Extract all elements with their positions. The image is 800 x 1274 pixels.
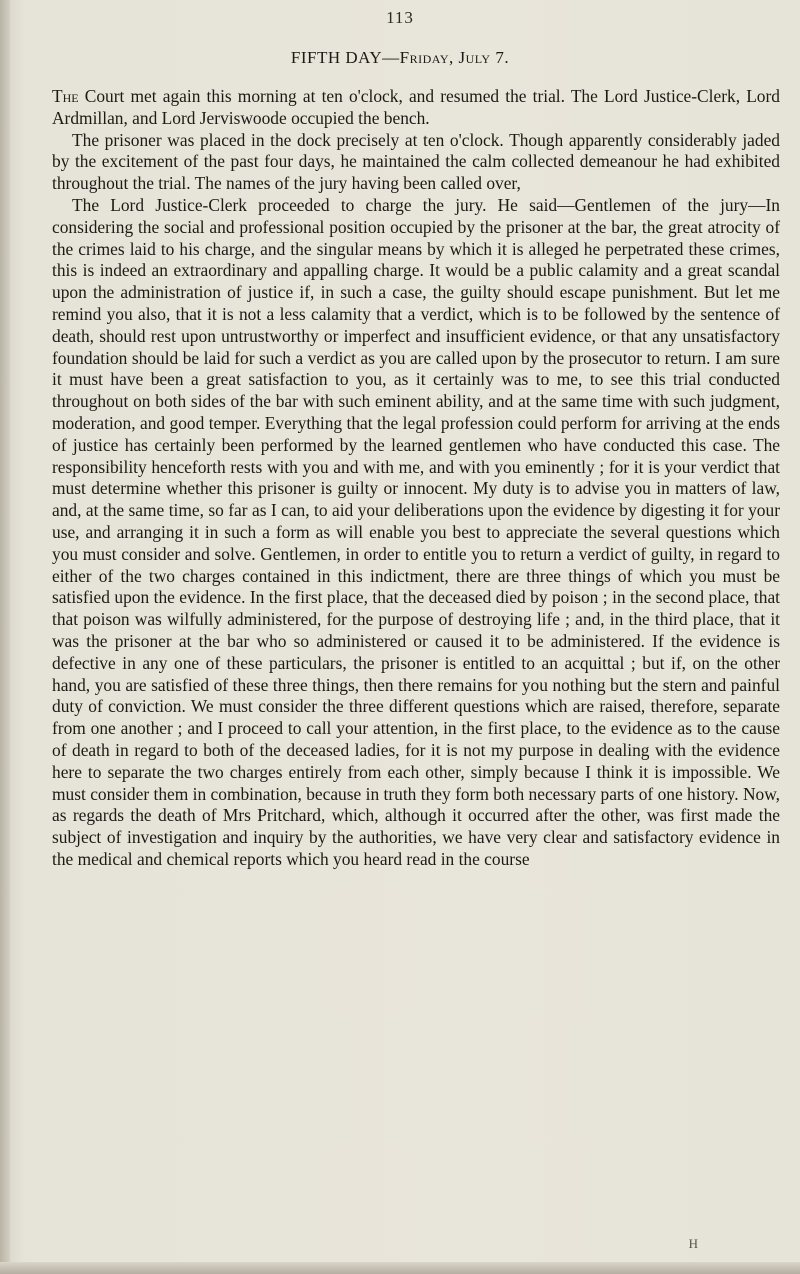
paragraph-text: Court met again this morning at ten o'clock, and resumed the trial. The Lord Justice-Clerk, Lord Ardmillan, and Lord Jerviswoode occupied the bench. bbox=[52, 86, 780, 128]
paragraph-charge bbox=[52, 195, 780, 871]
book-binding-shadow bbox=[0, 0, 10, 1274]
chapter-heading bbox=[0, 48, 800, 68]
page-bottom-edge bbox=[0, 1262, 800, 1274]
page-number: 113 bbox=[386, 8, 414, 27]
body-text bbox=[52, 86, 780, 871]
paragraph-text: The Lord Justice-Clerk proceeded to charge the jury. He said—Gentlemen of the jury—In considering the social and professional position occupied by the prisoner at the bar, the great atrocity of the crimes laid to his charge, and the singular means by which it is alleged he perpetrated these crimes, this is indeed an extraordinary and appalling charge. It would be a public calamity and a great scandal upon the administration of justice if, in such a case, the guilty should escape punishment. But let me remind you also, that it is not a less calamity that a verdict, which is to be followed by the sentence of death, should rest upon untrustworthy or imperfect and insufficient evidence, or that any unsatisfactory foundation should be laid for such a verdict as you are called upon by the prosecutor to return. I am sure it must have been a great satisfaction to you, as it certainly was to me, to see this trial conducted throughout on both sides of the bar with such eminent ability, and at the same time with such judgment, moderation, and good temper. Everything that the legal profession could perform for arriving at the ends of justice has certainly been performed by the learned gentlemen who have conducted this case. The responsibility henceforth rests with you and with me, and with you eminently ; for it is your verdict that must determine whether this prisoner is guilty or innocent. My duty is to advise you in matters of law, and, at the same time, so far as I can, to aid your deliberations upon the evidence by digesting it for your use, and arranging it in such a form as will enable you best to appreciate the several questions which you must consider and solve. Gentlemen, in order to entitle you to return a verdict of guilty, in regard to either of the two charges contained in this indictment, there are three things of which you must be satisfied upon the evidence. In the first place, that the deceased died by poison ; in the second place, that that poison was wilfully administered, for the purpose of destroying life ; and, in the third place, that it was the prisoner at the bar who so administered or caused it to be administered. If the evidence is defective in any one of these particulars, the prisoner is entitled to an acquittal ; but if, on the other hand, you are satisfied of these three things, then there remains for you nothing but the stern and painful duty of conviction. We must consider the three different questions which are raised, therefore, separate from one another ; and I proceed to call your attention, in the first place, to the evidence as to the cause of death in regard to both of the deceased ladies, for it is not my purpose in dealing with the evidence here to separate the two charges entirely from each other, simply because I think it is impossible. We must consider them in combination, because in truth they form both necessary parts of one history. Now, as regards the death of Mrs Pritchard, which, although it occurred after the other, was first made the subject of investigation and inquiry by the authorities, we have very clear and satisfactory evidence in the medical and chemical reports which you heard read in the course bbox=[52, 194, 780, 869]
heading-main: FIFTH DAY— bbox=[290, 48, 400, 67]
printer-signature-mark: H bbox=[688, 1236, 698, 1251]
paragraph-prisoner bbox=[52, 130, 780, 195]
paragraph-lead-word: The bbox=[52, 86, 79, 106]
paragraph-opening bbox=[52, 86, 780, 130]
heading-date: Friday, July 7. bbox=[399, 48, 510, 67]
paragraph-text: The prisoner was placed in the dock precisely at ten o'clock. Though apparently considerably jaded by the excitement of the past four days, he maintained the calm collected demeanour he had exhibited throughout the trial. The names of the jury having been called over, bbox=[52, 129, 780, 194]
